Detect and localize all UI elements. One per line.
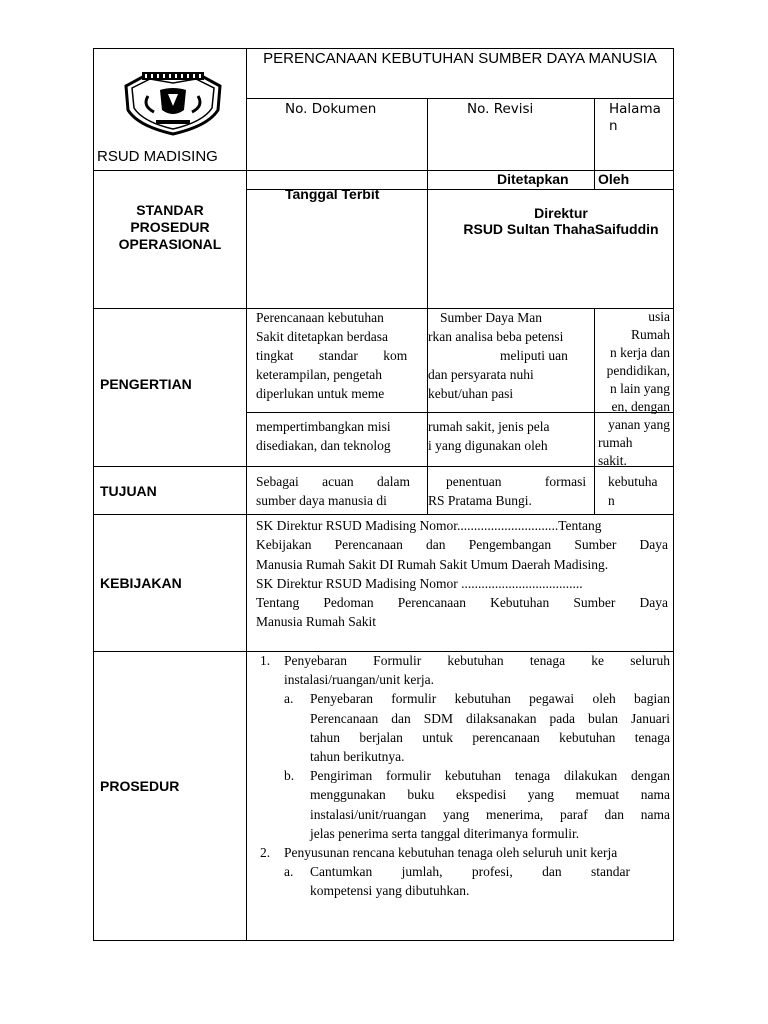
director-block: Direktur RSUD Sultan ThahaSaifuddin xyxy=(463,205,659,237)
prosedur-list xyxy=(256,651,670,901)
kebijakan-label: KEBIJAKAN xyxy=(100,575,182,591)
list-item: a. Penyebaran formulir kebutuhan pegawai oleh bagian Perencanaan dan SDM dilaksanakan pada bulan Januari tahun berjalan untuk perencanaan kebutuhan tenaga tahun berikutnya. xyxy=(284,691,670,765)
tujuan-col1: Sebagai acuan dalam sumber daya manusia di xyxy=(256,474,410,508)
pengertian-label: PENGERTIAN xyxy=(100,376,192,392)
revision-label: No. Revisi xyxy=(467,101,534,117)
pengertian-col1: Perencanaan kebutuhan Sakit ditetapkan berdasa tingkat standar kom keterampilan, pengetah diperlukan untuk meme mempertimbangkan misi disediakan, dan teknolog xyxy=(256,310,408,453)
spo-label: STANDAR PROSEDUR OPERASIONAL xyxy=(118,202,222,252)
list-item: 2. Penyusunan rencana kebutuhan tenaga oleh seluruh unit kerja a. Cantumkan jumlah, profesi, dan standar kompetensi yang dibutuhkan. xyxy=(256,843,670,901)
issue-date-label: Tanggal Terbit xyxy=(285,186,380,202)
list-item: 1. Penyebaran Formulir kebutuhan tenaga ke seluruh instalasi/ruangan/unit kerja. a. Penyebaran formulir kebutuhan pegawai oleh bagian Perencanaan dan SDM dilaksanakan pada bulan Januari tahun berjalan untuk perencanaan kebutuhan tenaga tahun berikutnya. b. Pengiriman formulir kebutuhan tenaga dilakukan dengan menggunakan buku ekspedisi yang memuat nama instalasi/unit/ruangan yang menerima, paraf dan nama jelas penerima serta tanggal diterimanya formulir. xyxy=(256,651,670,843)
pengertian-col3: usia Rumah n kerja dan pendidikan, n lain yang en, dengan yanan yang rumah sakit. xyxy=(598,309,670,468)
page-label: Halama n xyxy=(609,101,661,134)
set-by-label-2: Oleh xyxy=(598,171,630,187)
set-by-label: Ditetapkan xyxy=(497,171,569,187)
prosedur-label: PROSEDUR xyxy=(100,778,180,794)
list-item: a. Cantumkan jumlah, profesi, dan standar kompetensi yang dibutuhkan. xyxy=(284,864,630,899)
pengertian-col2: Sumber Daya Man rkan analisa beba petensi meliputi uan dan persyarata nuhi kebut/uhan pasi rumah sakit, jenis pela i yang digunakan oleh xyxy=(428,310,568,453)
tujuan-col2: penentuan formasi RS Pratama Bungi. xyxy=(428,474,587,508)
hospital-name: RSUD MADISING xyxy=(97,148,218,165)
document-title: PERENCANAAN KEBUTUHAN SUMBER DAYA MANUSIA xyxy=(263,50,657,67)
hospital-logo xyxy=(118,66,228,138)
doc-number-label: No. Dokumen xyxy=(285,101,377,117)
tujuan-label: TUJUAN xyxy=(100,483,157,499)
tujuan-col3: kebutuha n xyxy=(608,474,658,508)
list-item: b. Pengiriman formulir kebutuhan tenaga dilakukan dengan menggunakan buku ekspedisi yang memuat nama instalasi/unit/ruangan yang menerima, paraf dan nama jelas penerima serta tanggal diterimanya formulir. xyxy=(284,768,670,841)
kebijakan-text: SK Direktur RSUD Madising Nomor..............................Tentang Kebijakan Perencanaan dan Pengembangan Sumber Daya Manusia Rumah Sakit DI Rumah Sakit Umum Daerah Madising. SK Direktur RSUD Madising Nomor .................................... Tentang Pedoman Perencanaan Kebutuhan Sumber Daya Manusia Rumah Sakit xyxy=(256,518,668,630)
